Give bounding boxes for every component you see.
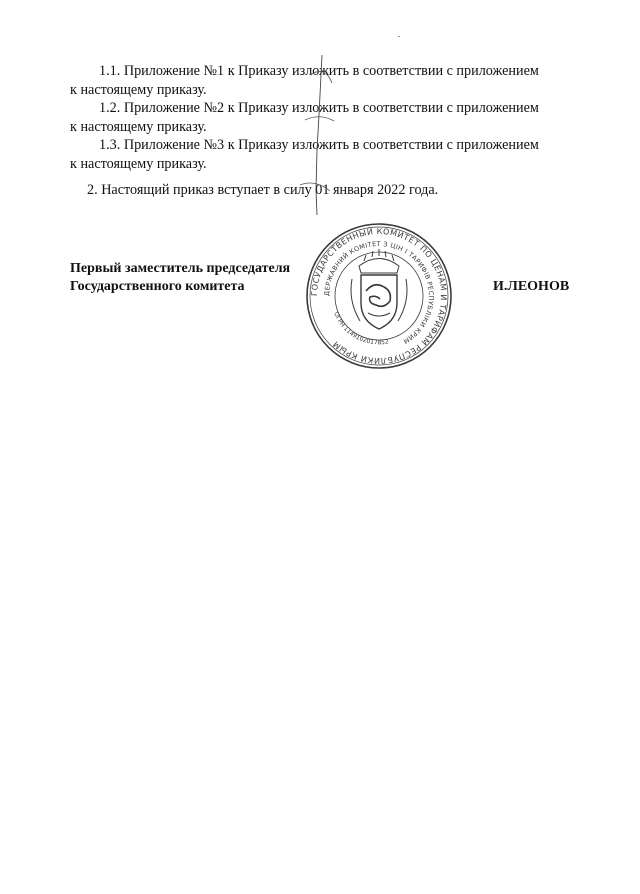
coat-of-arms-icon xyxy=(351,249,407,329)
signatory-position-line2: Государственного комитета xyxy=(70,279,245,294)
paragraph-1-3-line1: 1.3. Приложение №3 к Приказу изложить в соответствии с приложением xyxy=(99,137,539,153)
signatory-position xyxy=(70,260,290,296)
handwritten-signature xyxy=(270,55,390,215)
seal-id-text: ОГРН 1149102017852 xyxy=(332,311,390,347)
paragraph-1-2-line1: 1.2. Приложение №2 к Приказу изложить в соответствии с приложением xyxy=(99,100,539,116)
paragraph-1-2-line2: к настоящему приказу. xyxy=(70,118,207,135)
paragraph-1-3-line2: к настоящему приказу. xyxy=(70,155,207,172)
seal-outer-text: ГОСУДАРСТВЕННЫЙ КОМИТЕТ ПО ЦЕНАМ И ТАРИФАМ РЕСПУБЛИКИ КРЫМ xyxy=(309,226,449,366)
signatory-position-line1: Первый заместитель председателя xyxy=(70,261,291,276)
paragraph-1-1-line1: 1.1. Приложение №1 к Приказу изложить в соответствии с приложением xyxy=(99,63,539,79)
signatory-name: И.ЛЕОНОВ xyxy=(493,279,570,294)
official-seal xyxy=(304,221,454,371)
paragraph-1-1-line2: к настоящему приказу. xyxy=(70,81,207,98)
scan-speck xyxy=(398,36,400,37)
paragraph-2: 2. Настоящий приказ вступает в силу 01 января 2022 года. xyxy=(87,182,439,198)
seal-inner-text: ДЕРЖАВНИЙ КОМІТЕТ З ЦІН І ТАРИФІВ РЕСПУБЛІКИ КРИМ xyxy=(322,239,436,346)
